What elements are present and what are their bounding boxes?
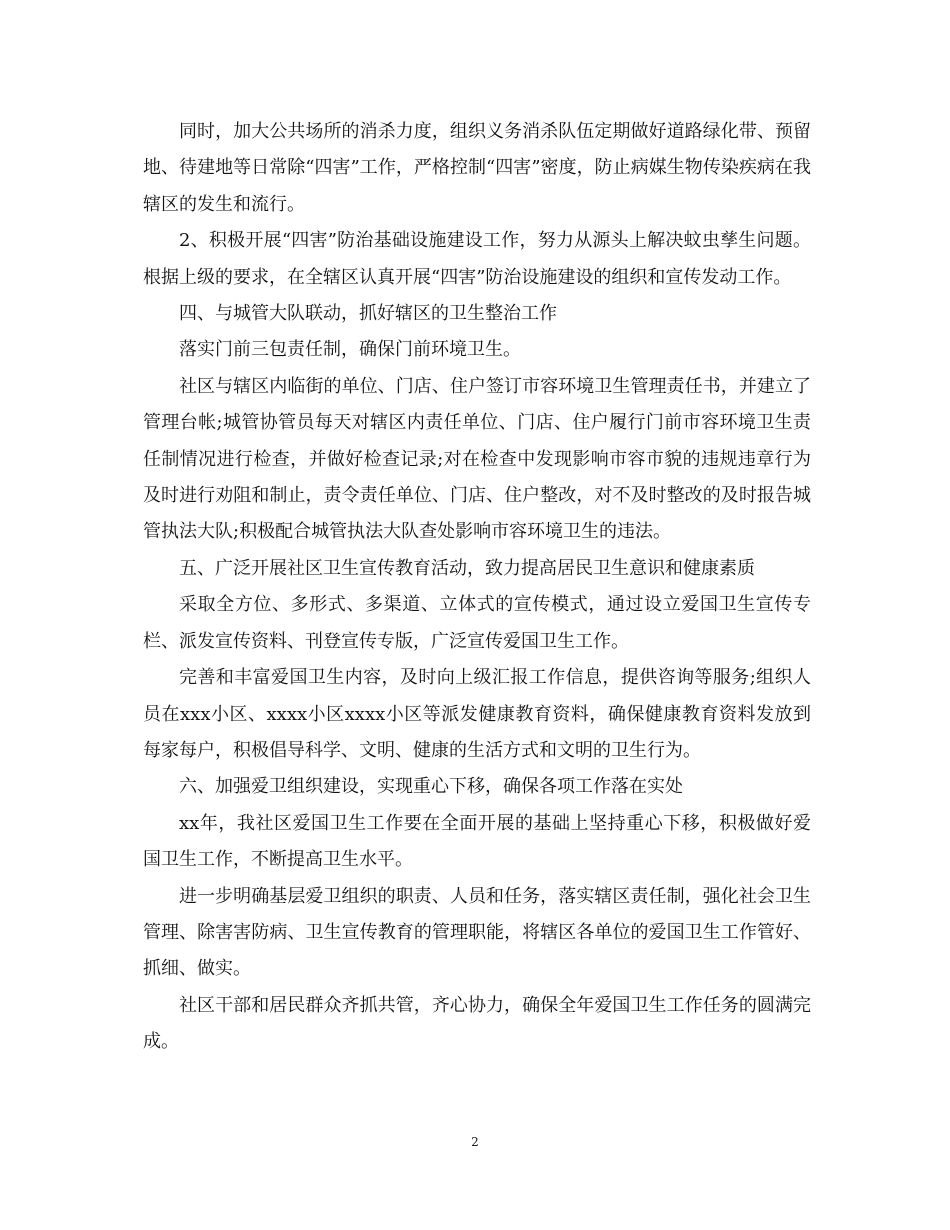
page-number: 2 [471,1135,479,1149]
section-heading: 六、加强爱卫组织建设，实现重心下移，确保各项工作落在实处 [179,776,683,798]
paragraph: 同时，加大公共场所的消杀力度，组织义务消杀队伍定期做好道路绿化带、预留地、待建地等日常除“四害”工作，严格控制“四害”密度，防止病媒生物传染疾病在我辖区的发生和流行。 [143,121,811,215]
paragraph: 2、积极开展“四害”防治基础设施建设工作，努力从源头上解决蚊虫孳生问题。根据上级的要求，在全辖区认真开展“四害”防治设施建设的组织和宣传发动工作。 [143,230,811,288]
paragraph: 完善和丰富爱国卫生内容，及时向上级汇报工作信息，提供咨询等服务;组织人员在xxx小区、xxxx小区xxxx小区等派发健康教育资料，确保健康教育资料发放到每家每户，积极倡导科学、文明、健康的生活方式和文明的卫生行为。 [143,667,811,761]
paragraph: 社区与辖区内临街的单位、门店、住户签订市容环境卫生管理责任书，并建立了管理台帐;城管协管员每天对辖区内责任单位、门店、住户履行门前市容环境卫生责任制情况进行检查，并做好检查记录;对在检查中发现影响市容市貌的违规违章行为及时进行劝阻和制止，责令责任单位、门店、住户整改，对不及时整改的及时报告城管执法大队;积极配合城管执法大队查处影响市容环境卫生的违法。 [143,375,811,543]
paragraph: 社区干部和居民群众齐抓共管，齐心协力，确保全年爱国卫生工作任务的圆满完成。 [143,994,811,1053]
paragraph: 落实门前三包责任制，确保门前环境卫生。 [179,339,521,361]
paragraph: 采取全方位、多形式、多渠道、立体式的宣传模式，通过设立爱国卫生宣传专栏、派发宣传资料、刊登宣传专版，广泛宣传爱国卫生工作。 [143,594,811,652]
section-heading: 四、与城管大队联动，抓好辖区的卫生整治工作 [179,303,557,325]
document-body [143,114,811,1061]
paragraph: 进一步明确基层爱卫组织的职责、人员和任务，落实辖区责任制，强化社会卫生管理、除害害防病、卫生宣传教育的管理职能，将辖区各单位的爱国卫生工作管好、抓细、做实。 [143,885,811,980]
section-heading: 五、广泛开展社区卫生宣传教育活动，致力提高居民卫生意识和健康素质 [179,557,755,579]
paragraph: xx年，我社区爱国卫生工作要在全面开展的基础上坚持重心下移，积极做好爱国卫生工作，不断提高卫生水平。 [143,812,811,871]
